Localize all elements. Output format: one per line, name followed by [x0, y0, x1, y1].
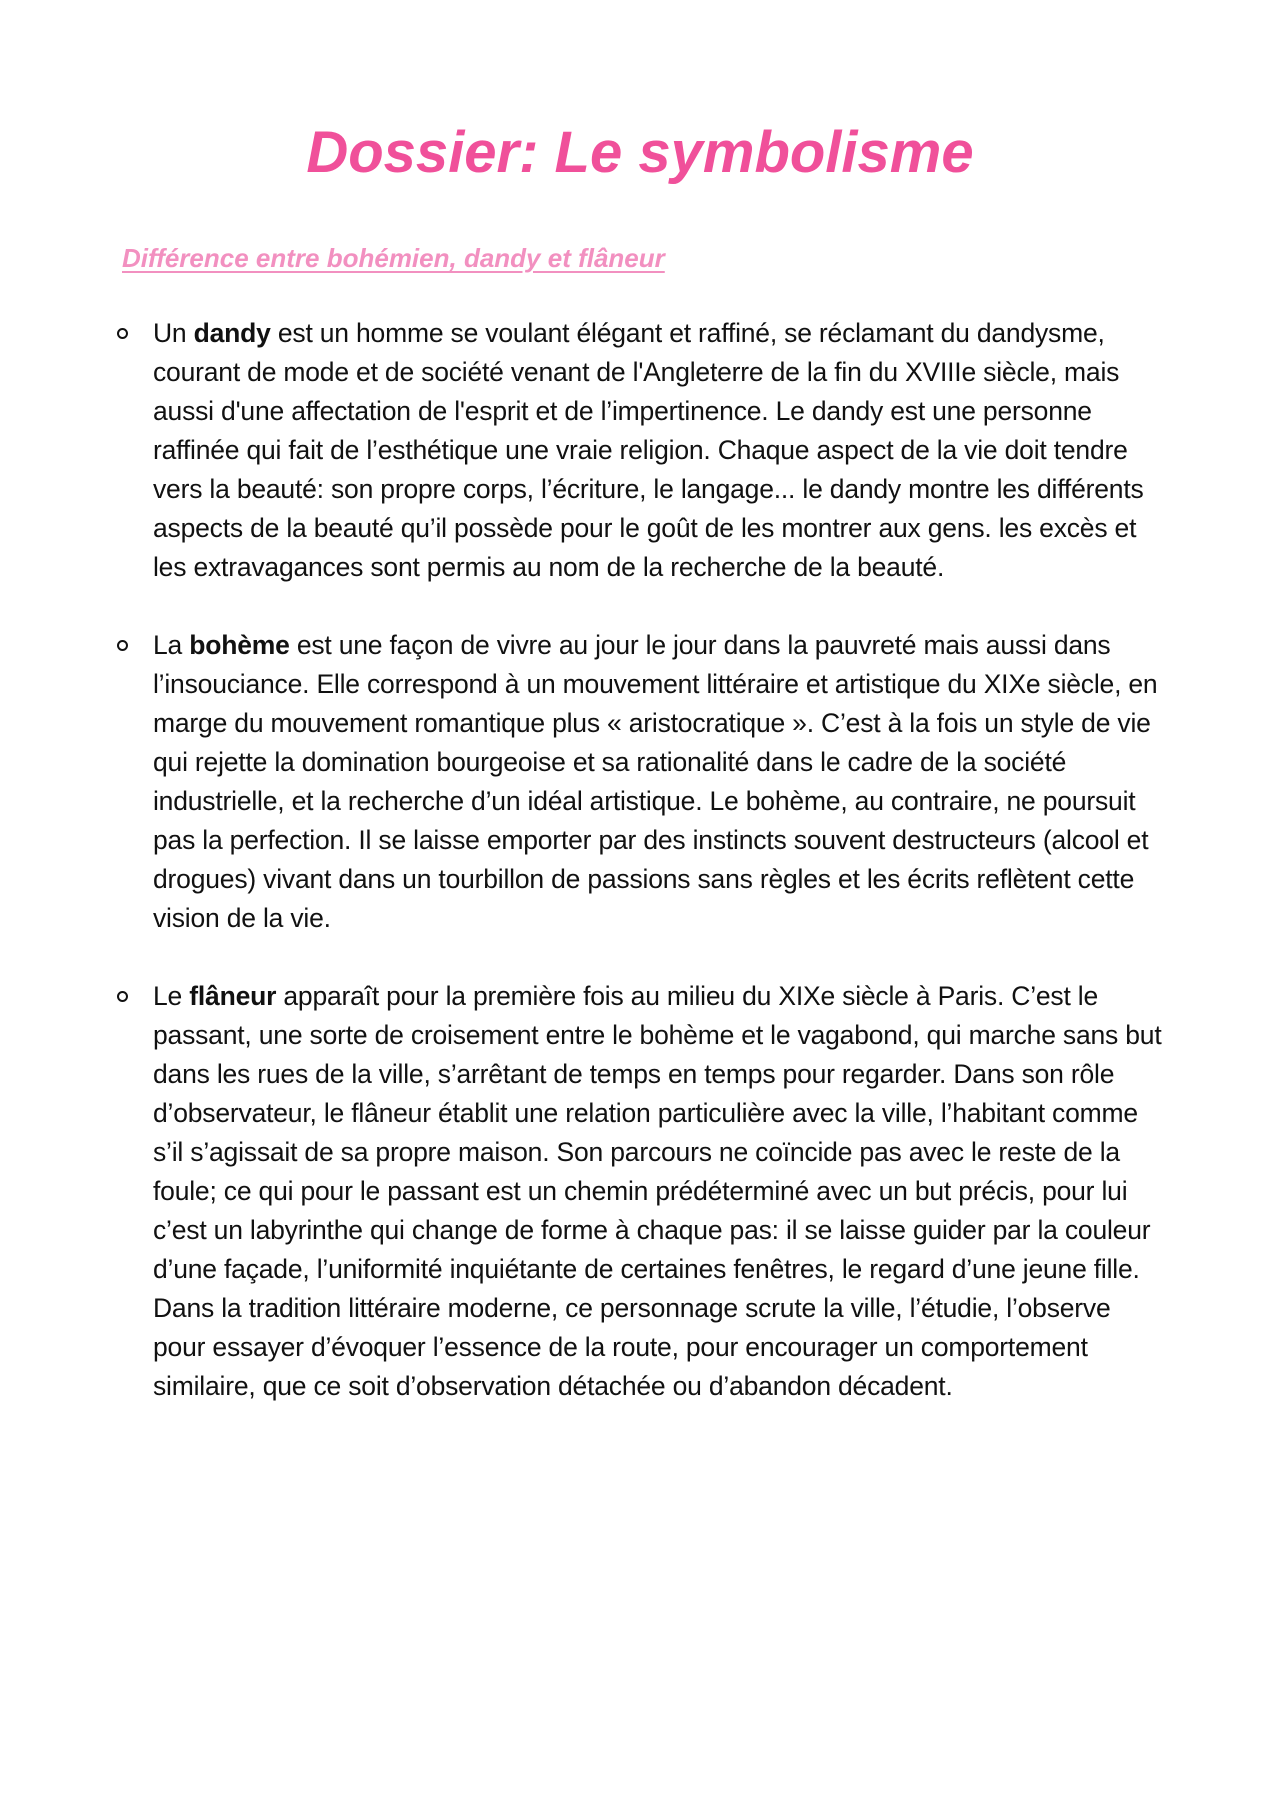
item-prefix: Un — [153, 318, 194, 348]
item-definition: est une façon de vivre au jour le jour dans la pauvreté mais aussi dans l’insouciance. Elle correspond à un mouvement littéraire et artistique du XIXe siècle, en marge du mouvement romantique plus « aristocratique ». C’est à la fois un style de vie qui rejette la domination bourgeoise et sa rationalité dans le cadre de la société industrielle, et la recherche d’un idéal artistique. Le bohème, au contraire, ne poursuit pas la perfection. Il se laisse emporter par des instincts souvent destructeurs (alcool et drogues) vivant dans un tourbillon de passions sans règles et les écrits reflètent cette vision de la vie. — [153, 630, 1158, 933]
term-dandy: dandy — [193, 318, 271, 348]
item-prefix: Le — [153, 981, 190, 1011]
list-item-text — [153, 977, 1163, 1406]
item-definition: est un homme se voulant élégant et raffiné, se réclamant du dandysme, courant de mode et de société venant de l'Angleterre de la fin du XVIIIe siècle, mais aussi d'une affectation de l'esprit et de l’impertinence. Le dandy est une personne raffinée qui fait de l’esthétique une vraie religion. Chaque aspect de la vie doit tendre vers la beauté: son propre corps, l’écriture, le langage... le dandy montre les différents aspects de la beauté qu’il possède pour le goût de les montrer aux gens. les excès et les extravagances sont permis au nom de la recherche de la beauté. — [153, 318, 1144, 582]
hollow-circle-bullet-icon — [117, 328, 128, 339]
term-boheme: bohème — [189, 630, 290, 660]
hollow-circle-bullet-icon — [117, 640, 128, 651]
item-definition: apparaît pour la première fois au milieu du XIXe siècle à Paris. C’est le passant, une sorte de croisement entre le bohème et le vagabond, qui marche sans but dans les rues de la ville, s’arrêtant de temps en temps pour regarder. Dans son rôle d’observateur, le flâneur établit une relation particulière avec la ville, l’habitant comme s’il s’agissait de sa propre maison. Son parcours ne coïncide pas avec le reste de la foule; ce qui pour le passant est un chemin prédéterminé avec un but précis, pour lui c’est un labyrinthe qui change de forme à chaque pas: il se laisse guider par la couleur d’une façade, l’uniformité inquiétante de certaines fenêtres, le regard d’une jeune fille. Dans la tradition littéraire moderne, ce personnage scrute la ville, l’étudie, l’observe pour essayer d’évoquer l’essence de la route, pour encourager un comportement similaire, que ce soit d’observation détachée ou d’abandon décadent. — [153, 981, 1162, 1401]
list-item-text — [153, 314, 1163, 587]
section-subtitle: Différence entre bohémien, dandy et flâneur — [122, 243, 665, 273]
list-item-boheme — [0, 626, 1163, 938]
list-item-text — [153, 626, 1163, 938]
definition-list — [0, 314, 1280, 1445]
item-prefix: La — [153, 630, 190, 660]
list-item-dandy — [0, 314, 1163, 587]
page-title: Dossier: Le symbolisme — [306, 120, 974, 185]
list-item-flaneur — [0, 977, 1163, 1406]
hollow-circle-bullet-icon — [117, 991, 128, 1002]
term-flaneur: flâneur — [189, 981, 277, 1011]
